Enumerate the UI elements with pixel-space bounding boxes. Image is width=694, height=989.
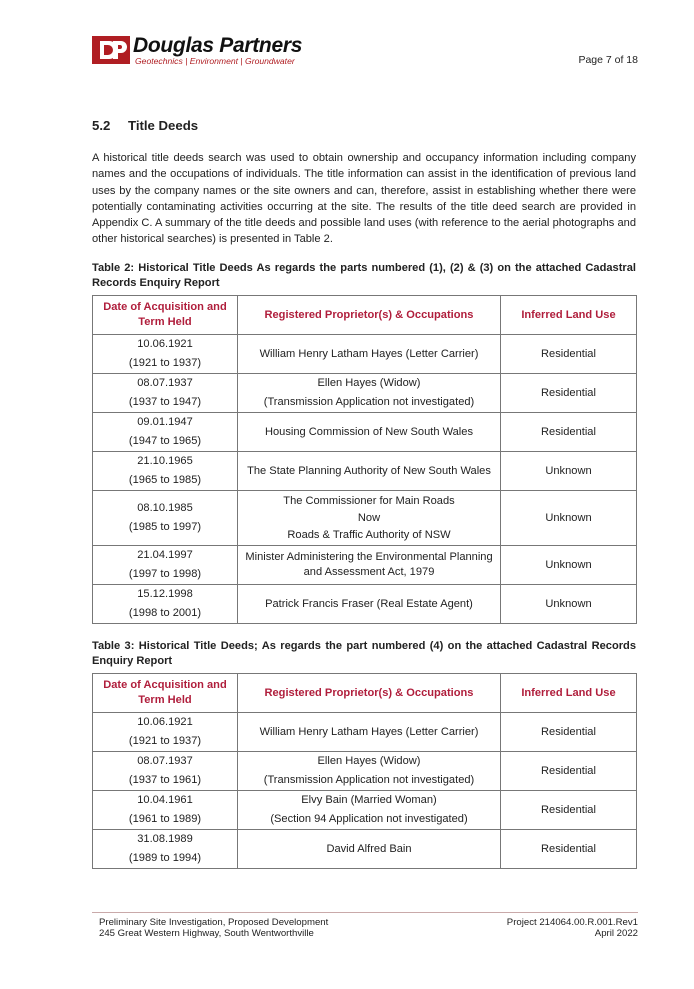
footer-divider <box>92 912 638 913</box>
land-use-cell: Residential <box>501 413 637 452</box>
table-row <box>93 791 637 830</box>
footer-left <box>99 917 328 939</box>
table3-caption: Table 3: Historical Title Deeds; As regards the part numbered (4) on the attached Cadastral Records Enquiry Report <box>92 640 636 667</box>
column-header-land-use: Inferred Land Use <box>501 296 637 335</box>
land-use-cell: Unknown <box>501 491 637 546</box>
proprietor-line: Patrick Francis Fraser (Real Estate Agent) <box>265 597 473 610</box>
acquisition-date-cell <box>93 791 238 830</box>
acquisition-date-cell <box>93 752 238 791</box>
proprietor-line: David Alfred Bain <box>326 842 412 855</box>
footer-project-title: Preliminary Site Investigation, Proposed Development <box>99 917 329 928</box>
term-held: (1961 to 1989) <box>128 813 202 825</box>
proprietor-line: Housing Commission of New South Wales <box>265 425 473 438</box>
proprietor-line: William Henry Latham Hayes (Letter Carrier) <box>259 347 479 360</box>
acquisition-date: 21.10.1965 <box>137 455 193 467</box>
proprietor-line: Ellen Hayes (Widow) <box>317 377 421 389</box>
proprietor-line: Elvy Bain (Married Woman) <box>301 794 437 806</box>
proprietor-line: (Section 94 Application not investigated) <box>270 813 468 825</box>
acquisition-date: 10.06.1921 <box>137 716 193 728</box>
acquisition-date: 08.10.1985 <box>137 502 193 514</box>
acquisition-date: 10.04.1961 <box>137 794 193 806</box>
company-name: Douglas Partners <box>133 34 303 57</box>
proprietor-cell <box>238 713 501 752</box>
term-held: (1937 to 1961) <box>128 774 202 786</box>
footer-date: April 2022 <box>594 928 638 939</box>
term-held: (1997 to 1998) <box>128 568 202 580</box>
table2 <box>92 295 637 624</box>
proprietor-line: Ellen Hayes (Widow) <box>317 755 421 767</box>
table-row <box>93 830 637 869</box>
table-row <box>93 546 637 585</box>
land-use-cell: Unknown <box>501 546 637 585</box>
land-use-cell: Unknown <box>501 585 637 624</box>
column-header-date: Date of Acquisition and Term Held <box>93 296 238 335</box>
table-row <box>93 585 637 624</box>
acquisition-date: 21.04.1997 <box>137 549 193 561</box>
table-row <box>93 374 637 413</box>
term-held: (1998 to 2001) <box>128 607 202 619</box>
proprietor-cell <box>238 491 501 546</box>
land-use-cell: Residential <box>501 752 637 791</box>
term-held: (1921 to 1937) <box>128 735 202 747</box>
column-header-land-use: Inferred Land Use <box>501 674 637 713</box>
proprietor-cell <box>238 791 501 830</box>
acquisition-date: 08.07.1937 <box>137 755 193 767</box>
page-number: Page 7 of 18 <box>578 54 638 66</box>
proprietor-cell <box>238 585 501 624</box>
proprietor-line: The Commissioner for Main Roads <box>283 494 455 507</box>
table-header-row <box>93 674 637 713</box>
table-row <box>93 413 637 452</box>
land-use-cell: Residential <box>501 713 637 752</box>
section-heading <box>92 118 198 133</box>
douglas-partners-logo-icon <box>92 36 130 64</box>
term-held: (1937 to 1947) <box>128 396 202 408</box>
proprietor-cell <box>238 830 501 869</box>
section-paragraph: A historical title deeds search was used to obtain ownership and occupancy information including company names and the occupations of individuals. The title information can assist in the identification of previous land uses by the company names or the site owners and can, therefore, assist in establishing whether there were potentially contaminating activities occurring at the site. The results of the title deed search are provided in Appendix C. A summary of the title deeds and possible land uses (with reference to the aerial photographs and other historical searches) is presented in Table 2. <box>92 152 636 246</box>
proprietor-line: William Henry Latham Hayes (Letter Carrier) <box>259 725 479 738</box>
term-held: (1921 to 1937) <box>128 357 202 369</box>
company-tagline: Geotechnics | Environment | Groundwater <box>135 56 295 66</box>
table3 <box>92 673 637 869</box>
acquisition-date-cell <box>93 546 238 585</box>
proprietor-line: Now <box>357 511 381 524</box>
table-row <box>93 752 637 791</box>
acquisition-date: 08.07.1937 <box>137 377 193 389</box>
proprietor-line: (Transmission Application not investigated) <box>263 396 475 408</box>
land-use-cell: Residential <box>501 335 637 374</box>
acquisition-date: 09.01.1947 <box>137 416 193 428</box>
proprietor-line: (Transmission Application not investigated) <box>263 774 475 786</box>
term-held: (1985 to 1997) <box>128 521 202 533</box>
acquisition-date-cell <box>93 713 238 752</box>
acquisition-date-cell <box>93 491 238 546</box>
land-use-cell: Unknown <box>501 452 637 491</box>
proprietor-cell <box>238 413 501 452</box>
acquisition-date-cell <box>93 335 238 374</box>
land-use-cell: Residential <box>501 830 637 869</box>
term-held: (1965 to 1985) <box>128 474 202 486</box>
proprietor-cell <box>238 335 501 374</box>
term-held: (1947 to 1965) <box>128 435 202 447</box>
column-header-proprietor: Registered Proprietor(s) & Occupations <box>238 674 501 713</box>
proprietor-cell <box>238 452 501 491</box>
page-header <box>92 34 638 74</box>
column-header-date: Date of Acquisition and Term Held <box>93 674 238 713</box>
table-row <box>93 335 637 374</box>
acquisition-date-cell <box>93 374 238 413</box>
table-row <box>93 713 637 752</box>
section-number: 5.2 <box>92 118 111 133</box>
table-row <box>93 452 637 491</box>
acquisition-date-cell <box>93 452 238 491</box>
acquisition-date: 31.08.1989 <box>137 833 193 845</box>
proprietor-line: Roads & Traffic Authority of NSW <box>287 528 451 541</box>
footer-address: 245 Great Western Highway, South Wentworthville <box>99 928 314 939</box>
acquisition-date-cell <box>93 413 238 452</box>
proprietor-cell <box>238 546 501 585</box>
land-use-cell: Residential <box>501 791 637 830</box>
section-title: Title Deeds <box>128 118 199 133</box>
footer-project-number: Project 214064.00.R.001.Rev1 <box>506 917 638 928</box>
acquisition-date-cell <box>93 585 238 624</box>
acquisition-date: 10.06.1921 <box>137 338 193 350</box>
acquisition-date: 15.12.1998 <box>137 588 193 600</box>
term-held: (1989 to 1994) <box>128 852 202 864</box>
footer-right <box>507 917 638 939</box>
proprietor-cell <box>238 374 501 413</box>
land-use-cell: Residential <box>501 374 637 413</box>
acquisition-date-cell <box>93 830 238 869</box>
table2-caption: Table 2: Historical Title Deeds As regards the parts numbered (1), (2) & (3) on the attached Cadastral Records Enquiry Report <box>92 262 636 289</box>
proprietor-line: The State Planning Authority of New South Wales <box>247 464 491 477</box>
table-row <box>93 491 637 546</box>
proprietor-line: Minister Administering the Environmental Planning and Assessment Act, 1979 <box>245 551 493 578</box>
table-header-row <box>93 296 637 335</box>
column-header-proprietor: Registered Proprietor(s) & Occupations <box>238 296 501 335</box>
proprietor-cell <box>238 752 501 791</box>
